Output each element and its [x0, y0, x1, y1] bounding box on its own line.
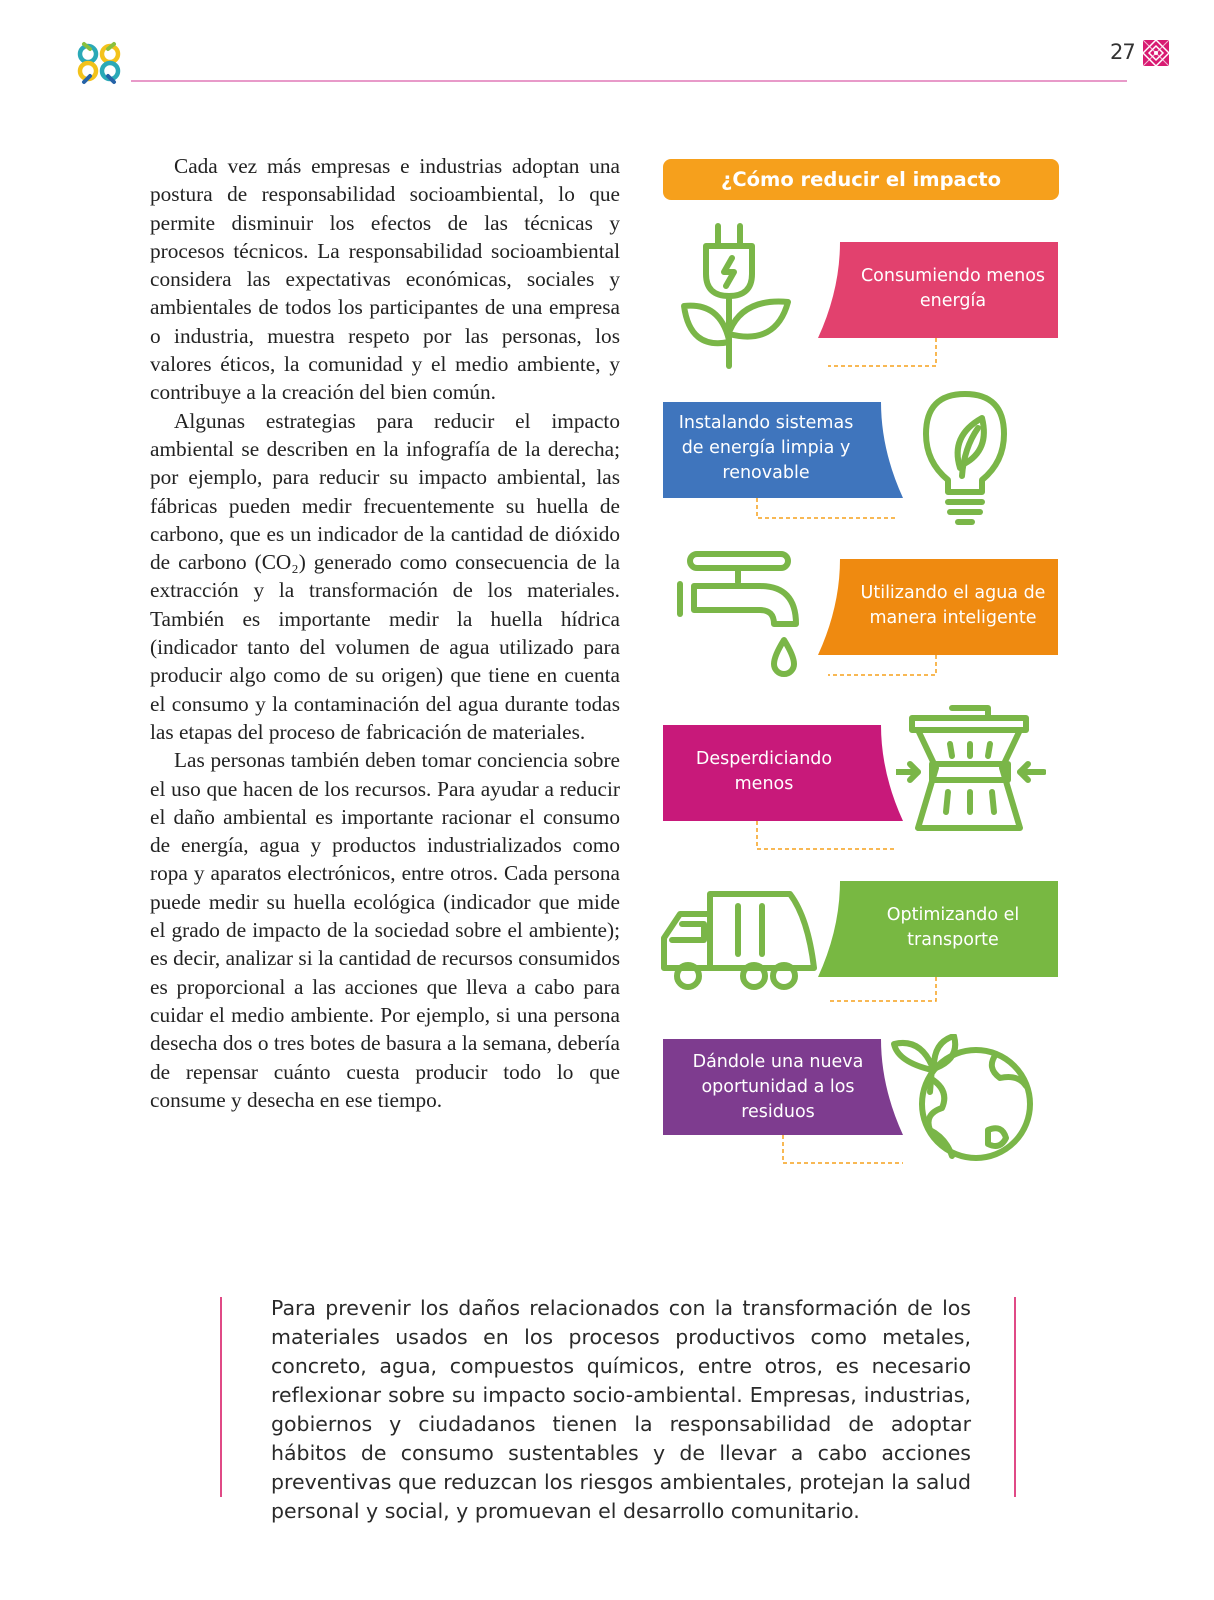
ornament-icon: [1143, 40, 1169, 66]
plug-plant-icon: [680, 222, 800, 372]
body-paragraph-2: Algunas estrategias para reducir el impacto ambiental se describen en la infografía de la derecha; por ejemplo, para reducir su impacto ambiental, las fábricas pueden medir frecuentemente su huella de carbono, que es un indicador de la cantidad de dióxido de carbono (CO₂) generado como consecuencia de la extracción y la transformación de los materiales. También es importante medir la huella hídrica (indicador tanto del volumen de agua utilizado para producir algo como de su origen) que tiene en cuenta el consumo y la contaminación del agua durante todas las etapas del proceso de fabricación de materiales.: [150, 408, 620, 744]
label-transport: Optimizando el transporte: [886, 905, 1020, 950]
truck-icon: [658, 884, 824, 994]
faucet-drop-icon: [676, 548, 816, 688]
label-clean-energy: Instalando sistemas de energía limpia y renovable: [678, 412, 854, 483]
note-left-bar: [220, 1297, 222, 1497]
page-number: 27: [1110, 40, 1135, 64]
body-text: [150, 152, 620, 1114]
note-text: Para prevenir los daños relacionados con la transformación de los materiales usados en los procesos productivos como metales, concreto, agua, compuestos químicos, entre otros, es necesario reflexionar sobre su impacto socio-ambiental. Empresas, industrias, gobiernos y ciudadanos tienen la responsabilidad de adoptar hábitos de consumo sustentables y de llevar a cabo acciones preventivas que reduzcan los riesgos ambientales, protejan la salud personal y social, y promuevan el desarrollo comunitario.: [271, 1296, 971, 1523]
label-residues: Dándole una nueva oportunidad a los residuos: [692, 1051, 864, 1122]
header-divider: [131, 80, 1127, 82]
body-paragraph-1: Cada vez más empresas e industrias adoptan una postura de responsabilidad socioambiental, lo que permite disminuir los efectos de las técnicas y procesos técnicos. La responsabilidad socioambiental considera las expectativas económicas, sociales y ambientales de todos los participantes de una empresa o industria, muestra respeto por las personas, los valores éticos, la comunidad y el medio ambiente, y contribuye a la creación del bien común.: [150, 154, 620, 405]
body-paragraph-3: Las personas también deben tomar conciencia sobre el uso que hacen de los recursos. Para ayudar a reducir el daño ambiental es importante racionar el consumo de energía, agua y productos industrializados como ropa y aparatos electrónicos, entre otros. Cada persona puede medir su huella ecológica (indicador que mide el grado de impacto de la sociedad sobre el ambiente); es decir, analizar si la cantidad de recursos consumidos es proporcional a las acciones que lleva a cabo para cuidar el medio ambiente. Por ejemplo, si una persona desecha dos o tres botes de basura a la semana, debería de repensar cuánto cuesta producir todo lo que consume y desecha en ese tiempo.: [150, 748, 620, 1112]
logo-icon: [76, 40, 122, 86]
label-waste: Desperdiciando menos: [695, 749, 833, 794]
leaf-bulb-icon: [920, 388, 1010, 528]
label-water: Utilizando el agua de manera inteligente: [860, 583, 1046, 628]
earth-sprout-icon: [890, 1034, 1040, 1164]
label-energy: Consumiendo menos energía: [860, 266, 1046, 311]
note-right-bar: [1014, 1297, 1016, 1497]
infographic-title: ¿Cómo reducir el impacto ambiental?: [663, 159, 1059, 200]
compressed-trash-icon: [896, 700, 1046, 840]
